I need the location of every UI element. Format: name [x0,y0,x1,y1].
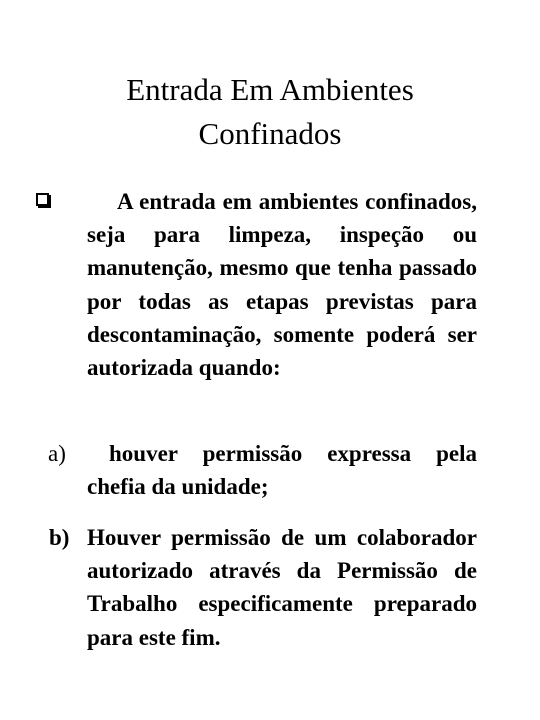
item-text-b: Houver permissão de um colaborador autorizado através da Permissão de Trabalho especificamente preparado para este fim. [87,525,477,650]
title-line-1: Entrada Em Ambientes [126,72,414,107]
item-marker-a: a) [48,441,66,466]
bullet-paragraph: A entrada em ambientes confinados, seja para limpeza, inspeção ou manutenção, mesmo que tenha passado por todas as etapas previstas para descontaminação, somente poderá ser autorizada quando: [87,189,477,381]
slide-title [0,68,540,156]
item-text-a: houver permissão expressa pela chefia da unidade; [87,441,477,500]
title-line-2: Confinados [198,116,342,151]
square-bullet-icon [36,193,49,206]
item-marker-b: b) [49,525,70,550]
